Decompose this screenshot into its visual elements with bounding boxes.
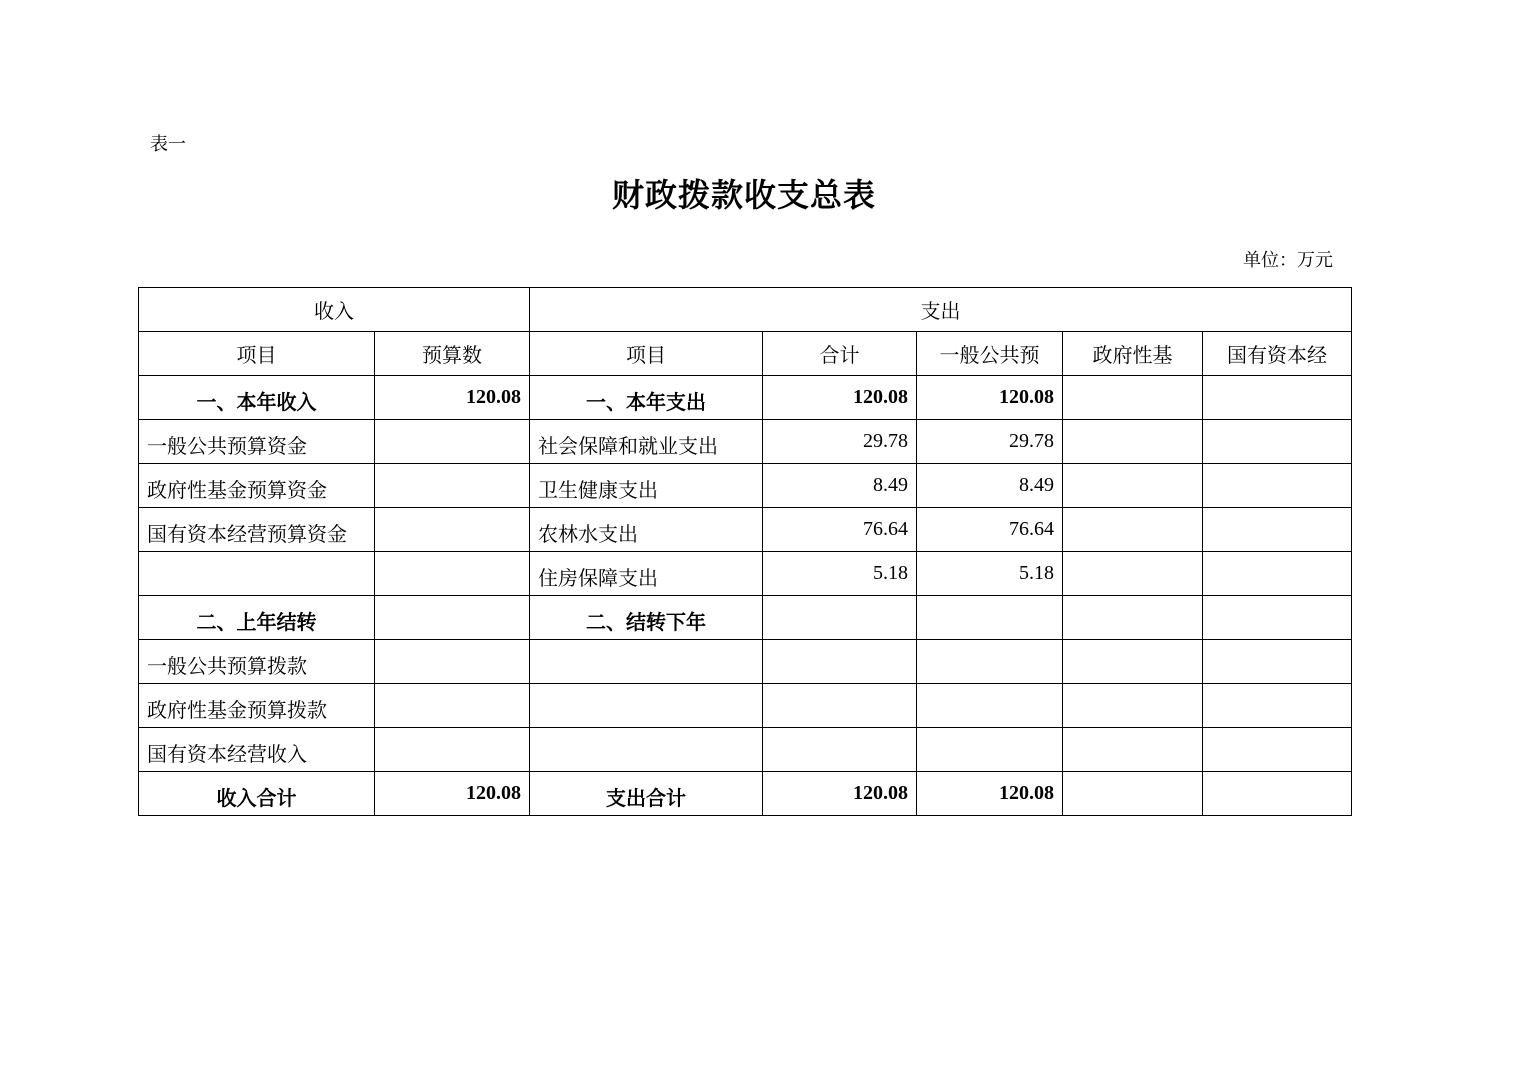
state-capital-cell bbox=[1203, 464, 1352, 508]
page-title: 财政拨款收支总表 bbox=[611, 176, 876, 214]
expense-item-cell bbox=[530, 376, 763, 420]
income-item-label bbox=[147, 571, 366, 577]
gov-fund-cell bbox=[1063, 376, 1203, 420]
expense-item-label: 二、结转下年 bbox=[586, 610, 706, 634]
general-budget-cell: 120.08 bbox=[917, 772, 1063, 816]
expense-item-cell bbox=[530, 772, 763, 816]
unit-label: 单位：万元 bbox=[1243, 250, 1333, 271]
general-budget-cell: 120.08 bbox=[917, 376, 1063, 420]
income-item-label: 政府性基金预算拨款 bbox=[147, 698, 327, 722]
general-budget-cell: 8.49 bbox=[917, 464, 1063, 508]
income-item-cell bbox=[139, 464, 375, 508]
income-item-cell bbox=[139, 420, 375, 464]
state-capital-cell bbox=[1203, 508, 1352, 552]
general-budget-cell bbox=[917, 728, 1063, 772]
gov-fund-cell bbox=[1063, 728, 1203, 772]
gov-fund-cell bbox=[1063, 596, 1203, 640]
state-capital-cell bbox=[1203, 420, 1352, 464]
income-item-cell bbox=[139, 508, 375, 552]
income-item-label: 一、本年收入 bbox=[196, 390, 317, 414]
col-header-state-capital: 国有资本经 bbox=[1203, 332, 1352, 376]
expense-item-label bbox=[538, 747, 754, 753]
expense-item-cell bbox=[530, 684, 763, 728]
expense-item-label: 住房保障支出 bbox=[538, 566, 658, 590]
total-cell bbox=[763, 728, 917, 772]
income-item-label: 国有资本经营预算资金 bbox=[147, 522, 347, 546]
col-header-total: 合计 bbox=[763, 332, 917, 376]
expense-item-label: 社会保障和就业支出 bbox=[538, 434, 718, 458]
gov-fund-cell bbox=[1063, 508, 1203, 552]
state-capital-cell bbox=[1203, 596, 1352, 640]
general-budget-cell: 29.78 bbox=[917, 420, 1063, 464]
income-budget-cell bbox=[375, 552, 530, 596]
general-budget-cell: 5.18 bbox=[917, 552, 1063, 596]
table-row bbox=[139, 464, 1352, 508]
table-row bbox=[139, 376, 1352, 420]
income-budget-cell bbox=[375, 420, 530, 464]
table-row bbox=[139, 640, 1352, 684]
total-cell: 76.64 bbox=[763, 508, 917, 552]
total-cell bbox=[763, 684, 917, 728]
income-item-label: 二、上年结转 bbox=[196, 610, 317, 634]
income-budget-cell bbox=[375, 640, 530, 684]
expense-item-cell bbox=[530, 596, 763, 640]
income-item-cell bbox=[139, 772, 375, 816]
expense-item-label: 农林水支出 bbox=[538, 522, 638, 546]
income-item-cell bbox=[139, 376, 375, 420]
expense-item-cell bbox=[530, 640, 763, 684]
col-header-income-budget: 预算数 bbox=[375, 332, 530, 376]
income-budget-cell bbox=[375, 684, 530, 728]
col-header-expense-item: 项目 bbox=[530, 332, 763, 376]
state-capital-cell bbox=[1203, 640, 1352, 684]
total-cell: 5.18 bbox=[763, 552, 917, 596]
income-item-label: 国有资本经营收入 bbox=[147, 742, 307, 766]
col-header-income-item: 项目 bbox=[139, 332, 375, 376]
gov-fund-cell bbox=[1063, 552, 1203, 596]
income-item-label: 收入合计 bbox=[216, 786, 297, 810]
gov-fund-cell bbox=[1063, 772, 1203, 816]
income-item-cell bbox=[139, 596, 375, 640]
table-row bbox=[139, 596, 1352, 640]
general-budget-cell bbox=[917, 640, 1063, 684]
col-header-gov-fund: 政府性基 bbox=[1063, 332, 1203, 376]
income-group-header: 收入 bbox=[139, 288, 530, 332]
total-cell: 8.49 bbox=[763, 464, 917, 508]
general-budget-cell bbox=[917, 684, 1063, 728]
gov-fund-cell bbox=[1063, 420, 1203, 464]
total-cell bbox=[763, 640, 917, 684]
fiscal-summary-table bbox=[138, 287, 1352, 816]
income-budget-cell: 120.08 bbox=[375, 772, 530, 816]
state-capital-cell bbox=[1203, 772, 1352, 816]
total-cell: 120.08 bbox=[763, 772, 917, 816]
expense-item-label: 一、本年支出 bbox=[586, 390, 706, 414]
general-budget-cell: 76.64 bbox=[917, 508, 1063, 552]
total-cell: 29.78 bbox=[763, 420, 917, 464]
expense-group-header: 支出 bbox=[530, 288, 1352, 332]
income-budget-cell: 120.08 bbox=[375, 376, 530, 420]
expense-item-cell bbox=[530, 464, 763, 508]
total-cell bbox=[763, 596, 917, 640]
expense-item-cell bbox=[530, 508, 763, 552]
state-capital-cell bbox=[1203, 376, 1352, 420]
table-row bbox=[139, 728, 1352, 772]
state-capital-cell bbox=[1203, 684, 1352, 728]
expense-item-cell bbox=[530, 728, 763, 772]
total-cell: 120.08 bbox=[763, 376, 917, 420]
income-item-cell bbox=[139, 552, 375, 596]
expense-item-cell bbox=[530, 552, 763, 596]
table-row bbox=[139, 772, 1352, 816]
income-budget-cell bbox=[375, 464, 530, 508]
table-row bbox=[139, 684, 1352, 728]
income-item-cell bbox=[139, 728, 375, 772]
gov-fund-cell bbox=[1063, 640, 1203, 684]
table-row bbox=[139, 508, 1352, 552]
income-item-cell bbox=[139, 684, 375, 728]
income-item-label: 一般公共预算资金 bbox=[147, 434, 307, 458]
income-item-label: 政府性基金预算资金 bbox=[147, 478, 327, 502]
gov-fund-cell bbox=[1063, 464, 1203, 508]
general-budget-cell bbox=[917, 596, 1063, 640]
state-capital-cell bbox=[1203, 728, 1352, 772]
income-budget-cell bbox=[375, 508, 530, 552]
state-capital-cell bbox=[1203, 552, 1352, 596]
column-header-row bbox=[139, 332, 1352, 376]
expense-item-label bbox=[538, 703, 754, 709]
expense-item-label bbox=[538, 659, 754, 665]
income-item-cell bbox=[139, 640, 375, 684]
income-item-label: 一般公共预算拨款 bbox=[147, 654, 307, 678]
expense-item-cell bbox=[530, 420, 763, 464]
income-budget-cell bbox=[375, 728, 530, 772]
table-label: 表一 bbox=[150, 134, 186, 155]
group-header-row bbox=[139, 288, 1352, 332]
expense-item-label: 支出合计 bbox=[606, 786, 686, 810]
col-header-general-budget: 一般公共预 bbox=[917, 332, 1063, 376]
gov-fund-cell bbox=[1063, 684, 1203, 728]
income-budget-cell bbox=[375, 596, 530, 640]
expense-item-label: 卫生健康支出 bbox=[538, 478, 658, 502]
table-row bbox=[139, 420, 1352, 464]
table-row bbox=[139, 552, 1352, 596]
